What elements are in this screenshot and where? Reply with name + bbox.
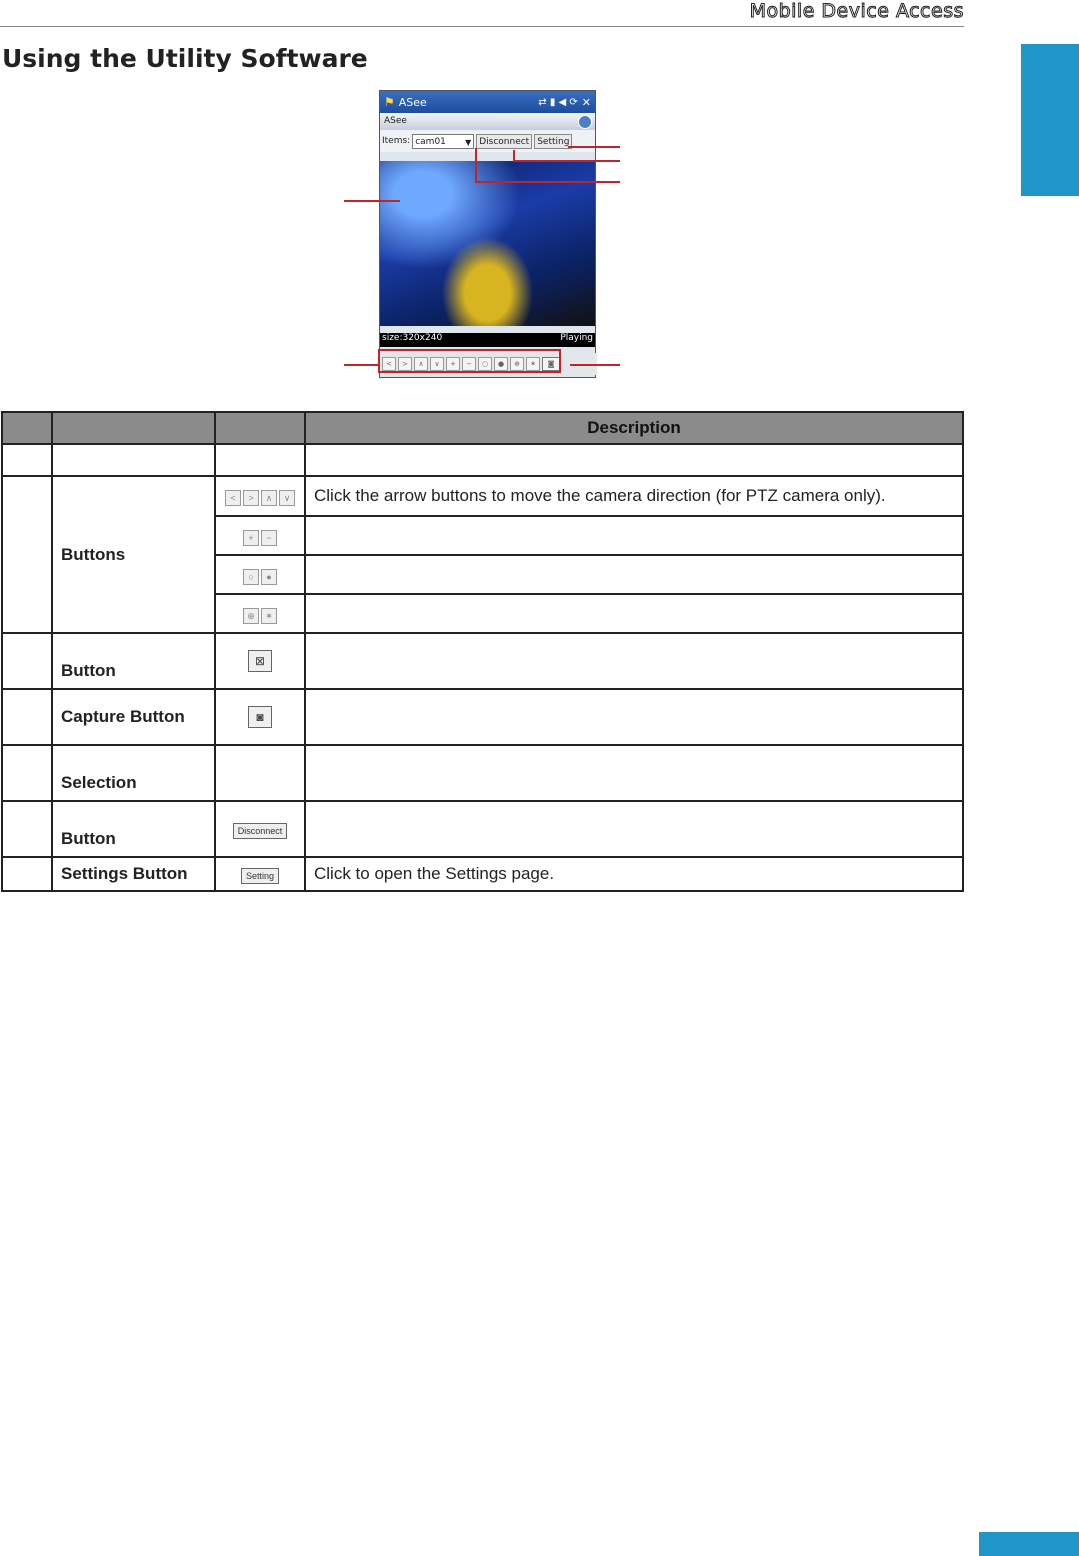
table-row — [2, 745, 963, 801]
app-title: ASee — [398, 95, 427, 109]
right-arrow-button[interactable]: > — [398, 357, 412, 371]
setting-icon: Setting — [241, 868, 279, 884]
table-row — [2, 857, 963, 891]
disconnect-icon: Disconnect — [233, 823, 288, 839]
row-name — [52, 745, 215, 801]
col-header-description: Description — [305, 412, 963, 444]
status-icons: ⇄ ▮ ◀ ⟳ — [538, 96, 578, 108]
col-header-name — [52, 412, 215, 444]
items-select-value: cam01 — [415, 136, 446, 147]
page-title: Using the Utility Software — [2, 44, 368, 73]
star-button[interactable]: ✶ — [526, 357, 540, 371]
crosshair-buttons-icon — [243, 608, 277, 624]
up-arrow-icon: ∧ — [261, 490, 277, 506]
row-name-text: Button — [61, 829, 116, 848]
table-row — [2, 633, 963, 689]
side-tab — [1021, 44, 1079, 196]
row-description — [305, 801, 963, 857]
video-size: size:320x240 — [382, 333, 443, 343]
crosshair-icon: ⊕ — [243, 608, 259, 624]
items-select[interactable] — [412, 134, 474, 149]
star-icon: ✶ — [261, 608, 277, 624]
circle-filled-icon: ● — [261, 569, 277, 585]
callout-line-capture — [570, 364, 620, 366]
row-number — [2, 689, 52, 745]
app-title-bar — [380, 91, 595, 113]
row-description — [305, 444, 963, 476]
plus-icon: + — [243, 530, 259, 546]
callout-line-controls — [344, 364, 378, 366]
row-icon-cell — [215, 476, 305, 516]
table-header-row — [2, 412, 963, 444]
circle-open-button[interactable]: ○ — [478, 357, 492, 371]
table-row — [2, 476, 963, 516]
down-arrow-icon: ∨ — [279, 490, 295, 506]
info-icon[interactable] — [578, 115, 592, 129]
row-name: Capture Button — [52, 689, 215, 745]
row-icon-cell — [215, 857, 305, 891]
row-icon-cell — [215, 594, 305, 633]
page-number-tab — [979, 1532, 1079, 1556]
row-icon-cell — [215, 633, 305, 689]
video-status-bar — [380, 333, 595, 347]
row-number — [2, 633, 52, 689]
row-description — [305, 594, 963, 633]
callout-line-video — [344, 200, 400, 202]
row-number — [2, 801, 52, 857]
row-icon-cell — [215, 516, 305, 555]
fullscreen-icon: ⊠ — [248, 650, 272, 672]
circle-filled-button[interactable]: ● — [494, 357, 508, 371]
circle-open-icon: ○ — [243, 569, 259, 585]
callout-line-items-stem — [475, 148, 477, 183]
description-table — [1, 411, 964, 892]
up-arrow-button[interactable]: ∧ — [414, 357, 428, 371]
row-description — [305, 745, 963, 801]
right-arrow-icon: > — [243, 490, 259, 506]
close-icon[interactable]: ✕ — [581, 95, 591, 109]
live-video-view — [380, 161, 595, 326]
table-row — [2, 444, 963, 476]
row-icon-cell — [215, 801, 305, 857]
row-description: Click to open the Settings page. — [305, 857, 963, 891]
row-description — [305, 516, 963, 555]
setting-button[interactable]: Setting — [534, 134, 572, 149]
row-number — [2, 857, 52, 891]
callout-line-disconnect — [513, 160, 620, 162]
row-description — [305, 633, 963, 689]
zoom-out-button[interactable]: − — [462, 357, 476, 371]
camera-icon: ◙ — [248, 706, 272, 728]
row-name — [52, 801, 215, 857]
row-name — [52, 444, 215, 476]
col-header-number — [2, 412, 52, 444]
row-icon-cell — [215, 555, 305, 594]
dropdown-arrow-icon[interactable]: ▼ — [465, 137, 472, 147]
callout-line-disconnect-stem — [513, 150, 515, 162]
playing-status: Playing — [560, 333, 593, 343]
minus-icon: − — [261, 530, 277, 546]
row-name — [52, 633, 215, 689]
app-bar — [380, 113, 595, 130]
down-arrow-button[interactable]: ∨ — [430, 357, 444, 371]
row-name: Buttons — [52, 476, 215, 633]
items-label: Items: — [382, 136, 411, 146]
callout-line-setting — [568, 146, 620, 148]
row-name: Settings Button — [52, 857, 215, 891]
windows-flag-icon: ⚑ — [384, 95, 395, 109]
crosshair-button[interactable]: ⊕ — [510, 357, 524, 371]
device-screenshot — [379, 90, 596, 378]
left-arrow-button[interactable]: < — [382, 357, 396, 371]
row-number — [2, 444, 52, 476]
app-bar-label: ASee — [384, 116, 407, 126]
disconnect-button[interactable]: Disconnect — [476, 134, 532, 149]
zoom-in-button[interactable]: + — [446, 357, 460, 371]
callout-bracket-controls — [378, 349, 561, 373]
row-number — [2, 745, 52, 801]
row-icon-cell — [215, 444, 305, 476]
left-arrow-icon: < — [225, 490, 241, 506]
section-title: Mobile Device Access — [749, 0, 964, 22]
table-row — [2, 801, 963, 857]
col-header-icon — [215, 412, 305, 444]
header-divider — [0, 26, 964, 27]
row-description — [305, 555, 963, 594]
callout-line-items — [475, 181, 620, 183]
zoom-buttons-icon — [243, 530, 277, 546]
circle-buttons-icon — [243, 569, 277, 585]
row-description — [305, 689, 963, 745]
row-number — [2, 476, 52, 633]
row-name-text: Button — [61, 661, 116, 680]
table-row — [2, 689, 963, 745]
capture-camera-button[interactable]: ◙ — [542, 357, 560, 371]
row-icon-cell — [215, 745, 305, 801]
arrow-buttons-icon — [225, 490, 295, 506]
row-name-text: Selection — [61, 773, 137, 792]
row-description: Click the arrow buttons to move the camera direction (for PTZ camera only). — [305, 476, 963, 516]
row-icon-cell — [215, 689, 305, 745]
items-row — [380, 130, 595, 152]
